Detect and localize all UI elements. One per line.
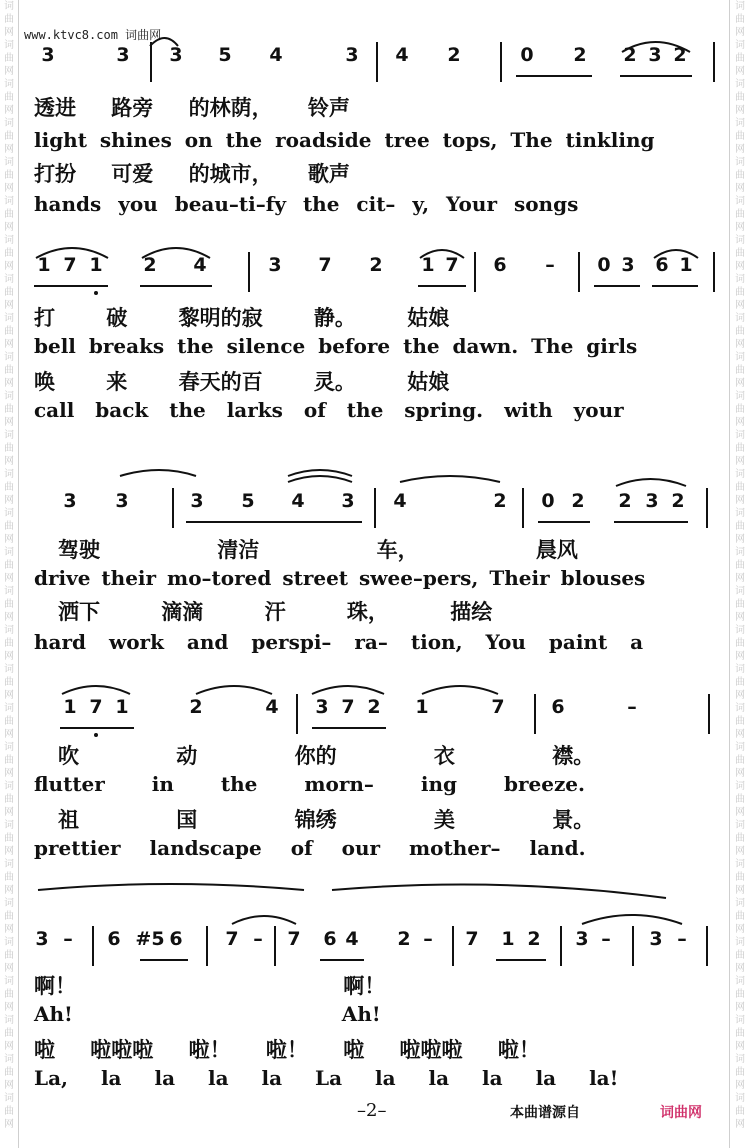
note: 1: [89, 254, 103, 276]
note: 0: [597, 254, 611, 276]
note: 7: [341, 696, 355, 718]
note: 3: [41, 44, 55, 66]
note: 7: [465, 928, 479, 950]
note: 3: [169, 44, 183, 66]
lyric-cn-1: 啊！ 啊！: [34, 974, 386, 998]
note: 3: [35, 928, 49, 950]
notation-line: [0, 696, 750, 746]
note: 4: [269, 44, 283, 66]
note: 4: [291, 490, 305, 512]
note: 2: [673, 44, 687, 66]
note: 1: [115, 696, 129, 718]
note: 0: [541, 490, 555, 512]
note: #5: [135, 928, 165, 950]
note: 2: [367, 696, 381, 718]
note: 5: [241, 490, 255, 512]
note: 3: [575, 928, 589, 950]
watermark-left: 词曲网词曲网词曲网词曲网词曲网词曲网词曲网词曲网词曲网词曲网词曲网词曲网词曲网词曲网词曲网词曲网词曲网词曲网词曲网词曲网词曲网词曲网词曲网词曲网词曲网词曲网词曲网词曲网词曲网: [4, 1, 14, 1130]
note: 3: [115, 490, 129, 512]
note: 3: [345, 44, 359, 66]
note: –: [627, 696, 637, 718]
note: 2: [447, 44, 461, 66]
note: 6: [107, 928, 121, 950]
note: 4: [393, 490, 407, 512]
note: 2: [571, 490, 585, 512]
lyric-cn-2: 洒下 滴滴 汗 珠， 描绘: [58, 600, 493, 624]
note: 6: [323, 928, 337, 950]
note: 4: [265, 696, 279, 718]
note: 7: [318, 254, 332, 276]
note: –: [545, 254, 555, 276]
note: 1: [37, 254, 51, 276]
lyric-cn-2: 唤 来 春天的百 灵。 姑娘: [34, 370, 450, 394]
notation-line: [0, 490, 750, 540]
lyric-en-1: drive their mo–tored street swee–pers, Their blouses: [34, 566, 646, 590]
note: 1: [415, 696, 429, 718]
note: 6: [169, 928, 183, 950]
note: 6: [493, 254, 507, 276]
slurs: [0, 254, 750, 304]
note: 2: [143, 254, 157, 276]
lyric-en-2: La, la la la la La la la la la la!: [34, 1066, 619, 1090]
note: 2: [527, 928, 541, 950]
note: 7: [287, 928, 301, 950]
lyric-cn-2: 打扮 可爱 的城市， 歌声: [34, 162, 350, 186]
site-url: www.ktvc8.com 词曲网: [24, 28, 162, 42]
note: 0: [520, 44, 534, 66]
lyric-en-2: hard work and perspi– ra– tion, You paint a: [34, 630, 644, 654]
source-label: 本曲谱源自: [510, 1105, 580, 1121]
lyric-cn-2: 祖 国 锦绣 美 景。: [58, 808, 595, 832]
note: 3: [268, 254, 282, 276]
note: 2: [671, 490, 685, 512]
note: 7: [63, 254, 77, 276]
note: 2: [618, 490, 632, 512]
note: 7: [89, 696, 103, 718]
note: 3: [116, 44, 130, 66]
note: –: [677, 928, 687, 950]
note: 2: [189, 696, 203, 718]
page-number: –2–: [357, 1100, 387, 1121]
note: 2: [397, 928, 411, 950]
note: 5: [218, 44, 232, 66]
note: 2: [573, 44, 587, 66]
note: –: [423, 928, 433, 950]
note: 3: [645, 490, 659, 512]
note: –: [253, 928, 263, 950]
note: 7: [445, 254, 459, 276]
lyric-en-1: light shines on the roadside tree tops, The tinkling: [34, 128, 655, 152]
note: 3: [190, 490, 204, 512]
note: 7: [225, 928, 239, 950]
note: 2: [369, 254, 383, 276]
note: 3: [621, 254, 635, 276]
lyric-cn-1: 透进 路旁 的林荫， 铃声: [34, 96, 350, 120]
note: 3: [648, 44, 662, 66]
note: 1: [63, 696, 77, 718]
lyric-en-1: bell breaks the silence before the dawn. The girls: [34, 334, 638, 358]
slurs: [0, 490, 750, 540]
note: 3: [649, 928, 663, 950]
lyric-en-2: prettier landscape of our mother– land.: [34, 836, 586, 860]
lyric-cn-1: 打 破 黎明的寂 静。 姑娘: [34, 306, 450, 330]
note: 6: [655, 254, 669, 276]
lyric-cn-1: 驾驶 清洁 车， 晨风: [58, 538, 578, 562]
slurs: [0, 44, 750, 94]
notation-line: [0, 44, 750, 94]
note: 4: [395, 44, 409, 66]
lyric-cn-1: 吹 动 你的 衣 襟。: [58, 744, 595, 768]
watermark-right: 词曲网词曲网词曲网词曲网词曲网词曲网词曲网词曲网词曲网词曲网词曲网词曲网词曲网词曲网词曲网词曲网词曲网词曲网词曲网词曲网词曲网词曲网词曲网词曲网词曲网词曲网词曲网词曲网词曲网: [735, 1, 745, 1130]
lyric-en-2: call back the larks of the spring. with your: [34, 398, 624, 422]
note: 1: [679, 254, 693, 276]
lyric-cn-2: 啦 啦啦啦 啦！ 啦！ 啦 啦啦啦 啦！: [34, 1038, 540, 1062]
site-logo-text: 词曲网: [660, 1105, 702, 1121]
note: 2: [493, 490, 507, 512]
lyric-en-2: hands you beau–ti–fy the cit– y, Your songs: [34, 192, 579, 216]
slurs: [0, 696, 750, 746]
lyric-en-1: Ah! Ah!: [34, 1002, 381, 1026]
note: –: [601, 928, 611, 950]
note: 3: [315, 696, 329, 718]
note: –: [63, 928, 73, 950]
note: 2: [623, 44, 637, 66]
note: 1: [421, 254, 435, 276]
note: 4: [345, 928, 359, 950]
notation-line: [0, 254, 750, 304]
note: 4: [193, 254, 207, 276]
note: 3: [341, 490, 355, 512]
note: 6: [551, 696, 565, 718]
note: 1: [501, 928, 515, 950]
lyric-en-1: flutter in the morn– ing breeze.: [34, 772, 585, 796]
note: 7: [491, 696, 505, 718]
note: 3: [63, 490, 77, 512]
